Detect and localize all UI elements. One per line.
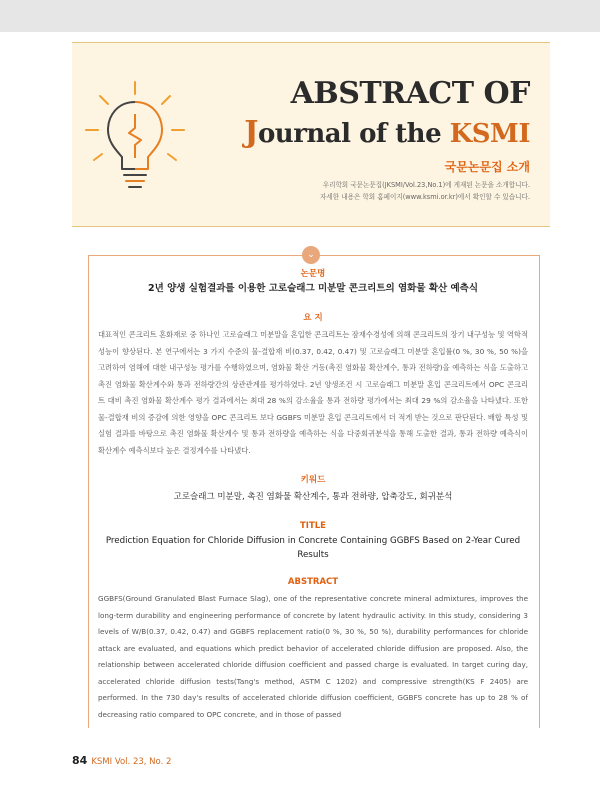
kr-keywords: 고로슬래그 미분말, 촉진 염화물 확산계수, 통과 전하량, 압축강도, 회귀분석 (173, 492, 453, 502)
intro-line-1: 우리학회 국문논문집(JKSMI/Vol.23,No.1)에 게재된 논문을 소개합니다. (322, 181, 530, 189)
journal-info: KSMI Vol. 23, No. 2 (91, 757, 172, 767)
lightbulb-icon (80, 78, 190, 198)
page-number: 84 (72, 754, 88, 767)
en-title: Prediction Equation for Chloride Diffusion in Concrete Containing GGBFS Based on 2-Year Cured Results (105, 536, 521, 560)
paper-content (98, 268, 528, 723)
kr-abstract-label: 요 지 (303, 313, 323, 323)
kr-keywords-label: 키워드 (300, 475, 326, 485)
top-band (0, 0, 600, 32)
kr-title: 2년 양생 실험결과를 이용한 고로슬래그 미분말 콘크리트의 염화물 확산 예측식 (147, 283, 479, 294)
banner-title-line1: ABSTRACT OF (290, 76, 530, 111)
en-title-label: TITLE (300, 521, 326, 531)
kr-abstract: 대표적인 콘크리트 혼화재로 중 하나인 고로슬래그 미분말을 혼입한 콘크리트는 잠재수경성에 의해 콘크리트의 장기 내구성능 및 역학적 성능이 향상된다. 본 연구에서는 3 가지 수준의 물-결합재 비(0.37, 0.42, 0.47) 및 고로슬래그 미분말 혼입률(0 %, 30 %, 50 %)을 고려하여 염해에 대한 내구성능 평가를 수행하였으며, 염화물 확산 거동(촉진 염화물 확산계수, 통과 전하량)을 예측하는 식을 도출하고 촉진 염화물 확산계수와 통과 전하량간의 상관관계를 평가하였다. 2년 양생조건 시 고로슬래그 미분말 혼입 콘크리트에서 OPC 콘크리트 대비 촉진 염화물 확산계수 평가 결과에서는 최대 28 %의 감소율을 통과 전하량 평가에서는 최대 29 %의 감소율을 나타냈다. 또한 물-결합재 비의 증감에 의한 영향을 OPC 콘크리트 보다 GGBFS 미분말 혼입 콘크리트에서 더 적게 받는 것으로 판단된다. 배합 특성 및 실험 결과를 바탕으로 촉진 염화물 확산계수 및 통과 전하량을 예측하는 식을 다중회귀분석을 통해 도출한 결과, 통과 전하량 예측식이 확산계수 예측식보다 높은 결정계수를 나타냈다. (98, 330, 528, 455)
page-footer (72, 754, 171, 767)
section-name: 국문논문집 소개 (444, 160, 530, 174)
title-middle: ournal of the (257, 119, 450, 149)
intro-text (190, 179, 530, 203)
chevron-down-icon: ⌄ (302, 246, 320, 264)
intro-line-2: 자세한 내용은 학회 홈페이지(www.ksmi.or.kr)에서 확인할 수 있습니다. (320, 193, 530, 201)
en-abstract: GGBFS(Ground Granulated Blast Furnace Slag), one of the representative concrete mineral admixtures, improves the long-term durability and engineering performance of concrete by latent hydraulic activity. In this study, considering 3 levels of W/B(0.37, 0.42, 0.47) and GGBFS replacement ratio(0 %, 30 %, 50 %), durability performances for chloride attack are evaluated, and equations which predict behavior of accelerated chloride diffusion are proposed. Also, the relationship between accelerated chloride diffusion coefficient and passed charge is evaluated. In target curing day, accelerated chloride diffusion tests(Tang's method, ASTM C 1202) and compressive strength(KS F 2405) are performed. In the 730 day's results of accelerated chloride diffusion coefficient, GGBFS concrete has up to 28 % of decreasing ratio compared to OPC concrete, and in those of passed (98, 594, 528, 719)
kr-title-label: 논문명 (300, 269, 326, 279)
banner-title-line2 (244, 115, 530, 150)
en-abstract-label: ABSTRACT (287, 577, 339, 587)
title-initial: J (244, 115, 258, 150)
title-ksmi: KSMI (449, 119, 530, 149)
